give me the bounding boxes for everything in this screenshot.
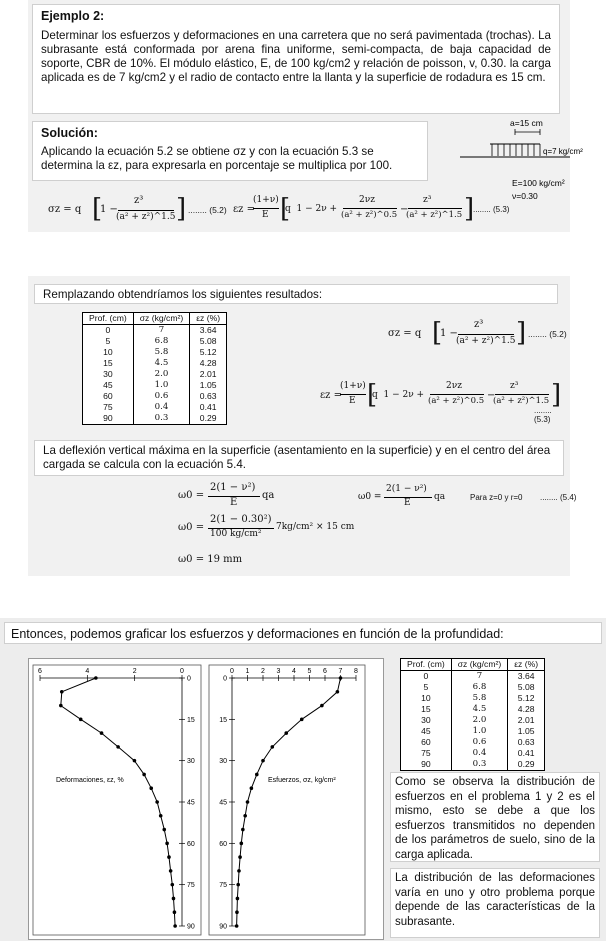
table-top-row <box>83 391 227 402</box>
v-label: ν=0.30 <box>512 191 538 201</box>
data-point <box>261 759 265 763</box>
example-title: Ejemplo 2: <box>41 9 105 23</box>
table-top-cell: 45 <box>83 380 134 391</box>
table-top-cell: 5.8 <box>133 347 190 358</box>
y-tick-label: 75 <box>187 882 195 890</box>
table-bottom-cell: 5.08 <box>517 682 535 692</box>
problem-text: Determinar los esfuerzos y deformaciones en una carretera que no será pavimentada (trochas). La subrasante está conformada por arena fina uniforme, semi-compacta, de baja capacidad de soporte, CBR de 10%. El módulo elástico, E, de 100 kg/cm2 y relación de poisson, v, 0.30. la carga aplicada es de 7 kg/cm2 y el radio de contacto entre la llanta y la superficie de rodadura es 15 cm. <box>41 29 551 84</box>
deflection-box <box>34 440 564 476</box>
data-point <box>271 745 275 749</box>
table-bottom-row <box>401 671 545 683</box>
data-point <box>240 842 244 846</box>
x-tick-label: 2 <box>261 668 265 675</box>
data-point <box>300 718 304 722</box>
table-bottom-cell: 5.12 <box>517 693 535 703</box>
table-top-row <box>83 347 227 358</box>
table-top-cell: 10 <box>83 347 134 358</box>
y-tick-label: 15 <box>187 716 195 724</box>
y-tick-label: 0 <box>187 675 191 683</box>
table-bottom-cell: 10 <box>401 693 452 704</box>
data-point <box>246 800 250 804</box>
table-bottom-cell: 45 <box>401 726 452 737</box>
data-point <box>165 842 169 846</box>
x-tick-label: 7 <box>338 668 343 675</box>
solution-title: Solución: <box>41 126 98 140</box>
slide-graphs <box>0 618 606 941</box>
table-top-cell: 0.4 <box>133 402 190 413</box>
solution-box <box>32 121 428 181</box>
y-tick-label: 45 <box>187 799 195 807</box>
table-top-header: σz (kg/cm²) <box>133 313 190 325</box>
table-top-cell: 7 <box>133 325 190 337</box>
table-bottom-row <box>401 759 545 771</box>
y-tick-label: 30 <box>187 758 195 766</box>
e-label: E=100 kg/cm² <box>512 178 565 188</box>
table-bottom-cell: 4.5 <box>451 704 508 715</box>
equation-5-2-top: σz = q [ 1 − z³ (a² + z²)^1.5 ] ........ (5.2) <box>48 194 227 224</box>
table-bottom-cell: 90 <box>401 759 452 771</box>
table-top-cell: 5 <box>83 336 134 347</box>
observation-box-1 <box>390 772 600 862</box>
table-top-cell: 15 <box>83 358 134 369</box>
y-tick-label: 0 <box>223 675 227 683</box>
table-bottom-cell: 0.63 <box>517 737 535 747</box>
deflection-result: ω0 = 19 mm <box>178 554 243 565</box>
table-top-cell: 2.0 <box>133 369 190 380</box>
table-top-cell: 5.12 <box>199 347 217 357</box>
table-top-cell: 3.64 <box>199 325 217 335</box>
table-top-cell: 60 <box>83 391 134 402</box>
data-point <box>155 800 159 804</box>
stress-chart <box>208 664 366 936</box>
table-top-cell: 5.08 <box>199 336 217 346</box>
problem-box <box>32 4 560 114</box>
deflection-text: La deflexión vertical máxima en la superficie (asentamiento en la superficie) y en el centro del área cargada se calcula con la ecuación 5.4. <box>43 444 551 471</box>
table-bottom-cell: 15 <box>401 704 452 715</box>
observation-text-1: Como se observa la distribución de esfuerzos en el problema 1 y 2 es el mismo, esto se debe a que los esfuerzos transmitidos no dependen de los parámetros de suelo, sino de la carga aplicada. <box>395 776 595 861</box>
eq53-num1: (1+ν) <box>253 195 279 205</box>
table-bottom-header: σz (kg/cm²) <box>451 659 508 671</box>
table-bottom-cell: 0.4 <box>451 748 508 759</box>
x-tick-label: 0 <box>230 668 234 675</box>
table-top-cell: 0.6 <box>133 391 190 402</box>
slide-example <box>28 0 583 232</box>
x-tick-label: 6 <box>323 668 327 675</box>
table-top-row <box>83 336 227 347</box>
data-point <box>339 676 343 680</box>
chart-label: Esfuerzos, σz, kg/cm² <box>268 777 336 784</box>
data-point <box>320 704 324 708</box>
table-top-cell: 0.3 <box>133 413 190 425</box>
replace-text: Remplazando obtendríamos los siguientes resultados: <box>43 288 323 301</box>
data-point <box>60 690 64 694</box>
data-point <box>170 883 174 887</box>
data-point <box>162 828 166 832</box>
eq52-ref: ........ (5.2) <box>188 205 227 215</box>
data-point <box>167 855 171 859</box>
solution-text: Aplicando la ecuación 5.2 se obtiene σz y con la ecuación 5.3 se determina la εz, para expresarla en porcentaje se multiplica por 100. <box>41 145 393 172</box>
eq53-mid: q 1 − 2ν + <box>285 204 338 214</box>
x-tick-label: 8 <box>354 668 358 675</box>
data-point <box>100 731 104 735</box>
table-bottom-cell: 5 <box>401 682 452 693</box>
table-top-cell: 90 <box>83 413 134 425</box>
a-label: a=15 cm <box>510 118 543 128</box>
eq53-den1: E <box>262 210 269 220</box>
eq53-den2: (a² + z²)^0.5 <box>341 210 398 220</box>
deformation-chart <box>32 664 202 936</box>
data-point <box>173 910 177 914</box>
table-top-cell: 2.01 <box>199 369 217 379</box>
y-tick-label: 15 <box>219 716 227 724</box>
table-bottom-header: Prof. (cm) <box>401 659 452 671</box>
eq53-den3: (a² + z²)^1.5 <box>406 210 463 220</box>
calc-den: 100 kg/cm² <box>210 529 262 539</box>
data-point <box>59 704 63 708</box>
results-table-bottom <box>400 658 545 771</box>
table-bottom-cell: 1.05 <box>517 726 535 736</box>
graph-intro-text: Entonces, podemos graficar los esfuerzos y deformaciones en función de la profundidad: <box>11 627 504 641</box>
equation-5-3-top: εz = (1+ν) E [ q 1 − 2ν + 2νz (a² + z²)^0.5 − z³ (a² + z²)^1.5 ] ........ (5.3) <box>233 194 510 224</box>
table-bottom-cell: 6.8 <box>451 682 508 693</box>
eq53-num2: 2νz <box>359 195 375 205</box>
table-bottom-cell: 0.3 <box>451 759 508 771</box>
eq53-num3: z³ <box>423 195 432 205</box>
equation-5-2-mid: σz = q [ 1 − z³ (a² + z²)^1.5 ] ........ (5.2) <box>388 318 567 348</box>
y-tick-label: 60 <box>219 840 227 848</box>
table-bottom-cell: 2.0 <box>451 715 508 726</box>
data-point <box>79 718 83 722</box>
data-point <box>235 924 239 928</box>
deflection-calculation: ω0 = 2(1 − ν²) E qa ω0 = 2(1 − 0.30²) 100 kg/cm² 7kg/cm² × 15 cm ω0 = 19 mm <box>178 482 355 565</box>
data-point <box>243 814 247 818</box>
table-bottom-cell: 60 <box>401 737 452 748</box>
load-diagram <box>460 116 583 206</box>
table-bottom-row <box>401 693 545 704</box>
data-point <box>94 676 98 680</box>
data-point <box>133 759 137 763</box>
x-tick-label: 4 <box>85 668 90 675</box>
results-table-top <box>82 312 227 425</box>
table-top-cell: 0.29 <box>199 413 217 423</box>
table-top-row <box>83 325 227 337</box>
data-point <box>172 897 176 901</box>
y-tick-label: 60 <box>187 840 195 848</box>
x-tick-label: 5 <box>307 668 312 675</box>
eq52-num: z³ <box>134 195 144 206</box>
table-top-cell: 0.41 <box>199 402 217 412</box>
table-top-cell: 4.28 <box>199 358 217 368</box>
data-point <box>238 855 242 859</box>
table-bottom-cell: 30 <box>401 715 452 726</box>
equation-5-4: ω0 = 2(1 − ν²) E qa Para z=0 y r=0 ........ (5.4) <box>358 484 577 508</box>
table-top-cell: 0 <box>83 325 134 337</box>
data-point <box>142 773 146 777</box>
x-tick-label: 6 <box>38 668 42 675</box>
slide-results <box>28 276 577 576</box>
y-tick-label: 45 <box>219 799 227 807</box>
data-point <box>173 924 177 928</box>
data-point <box>149 786 153 790</box>
y-tick-label: 75 <box>219 882 227 890</box>
calc-rest: 7kg/cm² × 15 cm <box>276 522 355 532</box>
chart-label: Deformaciones, εz, % <box>56 777 124 784</box>
table-bottom-cell: 2.01 <box>517 715 535 725</box>
data-point <box>236 897 240 901</box>
table-bottom-row <box>401 715 545 726</box>
y-tick-label: 90 <box>187 923 195 931</box>
table-bottom-cell: 0 <box>401 671 452 683</box>
table-top-row <box>83 358 227 369</box>
table-top-cell: 6.8 <box>133 336 190 347</box>
table-bottom-header: εz (%) <box>508 659 545 671</box>
data-point <box>284 731 288 735</box>
y-tick-label: 30 <box>219 758 227 766</box>
x-tick-label: 3 <box>276 668 281 675</box>
x-tick-label: 1 <box>245 668 250 675</box>
table-bottom-cell: 75 <box>401 748 452 759</box>
table-bottom-cell: 3.64 <box>517 671 535 681</box>
data-point <box>250 786 254 790</box>
table-bottom-cell: 0.6 <box>451 737 508 748</box>
table-top-cell: 0.63 <box>199 391 217 401</box>
data-point <box>237 869 241 873</box>
table-top-cell: 4.5 <box>133 358 190 369</box>
table-top-row <box>83 369 227 380</box>
x-tick-label: 4 <box>292 668 296 675</box>
x-tick-label: 2 <box>132 668 137 675</box>
graph-intro-box <box>4 622 602 644</box>
chart-frame <box>33 665 201 935</box>
table-top-cell: 30 <box>83 369 134 380</box>
table-top-header: εz (%) <box>190 313 227 325</box>
table-bottom-cell: 4.28 <box>517 704 535 714</box>
table-top-header: Prof. (cm) <box>83 313 134 325</box>
table-bottom-row <box>401 726 545 737</box>
table-bottom-row <box>401 748 545 759</box>
data-point <box>255 773 259 777</box>
eq52-lhs: σz = q <box>48 204 82 215</box>
y-tick-label: 90 <box>219 923 227 931</box>
observation-box-2 <box>390 868 600 938</box>
eq53-lhs: εz = <box>233 204 256 215</box>
observation-text-2: La distribución de las deformaciones varía en uno y otro problema porque depende de las características de la subrasante. <box>395 872 595 928</box>
replace-box <box>34 284 558 304</box>
x-tick-label: 0 <box>180 668 184 675</box>
table-bottom-row <box>401 704 545 715</box>
data-point <box>159 814 163 818</box>
eq53-ref: ........ (5.3) <box>473 205 510 214</box>
calc-num: 2(1 − 0.30²) <box>210 514 272 525</box>
table-bottom-cell: 0.29 <box>517 759 535 769</box>
table-bottom-row <box>401 737 545 748</box>
table-top-cell: 1.0 <box>133 380 190 391</box>
eq53-minus: − <box>400 204 409 215</box>
data-point <box>235 910 239 914</box>
table-top-row <box>83 380 227 391</box>
table-top-row <box>83 413 227 425</box>
q-label: q=7 kg/cm² <box>543 147 583 156</box>
data-point <box>169 869 173 873</box>
table-bottom-cell: 7 <box>451 671 508 683</box>
data-point <box>241 828 245 832</box>
table-bottom-cell: 1.0 <box>451 726 508 737</box>
eq52-one-minus: 1 − <box>100 204 118 215</box>
table-top-row <box>83 402 227 413</box>
data-point <box>336 690 340 694</box>
table-bottom-cell: 5.8 <box>451 693 508 704</box>
equation-5-3-mid: εz = (1+ν) E [ q 1 − 2ν + 2νz (a² + z²)^0.5 − z³ (a² + z²)^1.5 ] ........ (5.3) <box>320 380 562 424</box>
table-top-cell: 1.05 <box>199 380 217 390</box>
table-top-cell: 75 <box>83 402 134 413</box>
table-bottom-cell: 0.41 <box>517 748 535 758</box>
eq52-den: (a² + z²)^1.5 <box>116 212 176 222</box>
data-point <box>236 883 240 887</box>
data-point <box>116 745 120 749</box>
table-bottom-row <box>401 682 545 693</box>
